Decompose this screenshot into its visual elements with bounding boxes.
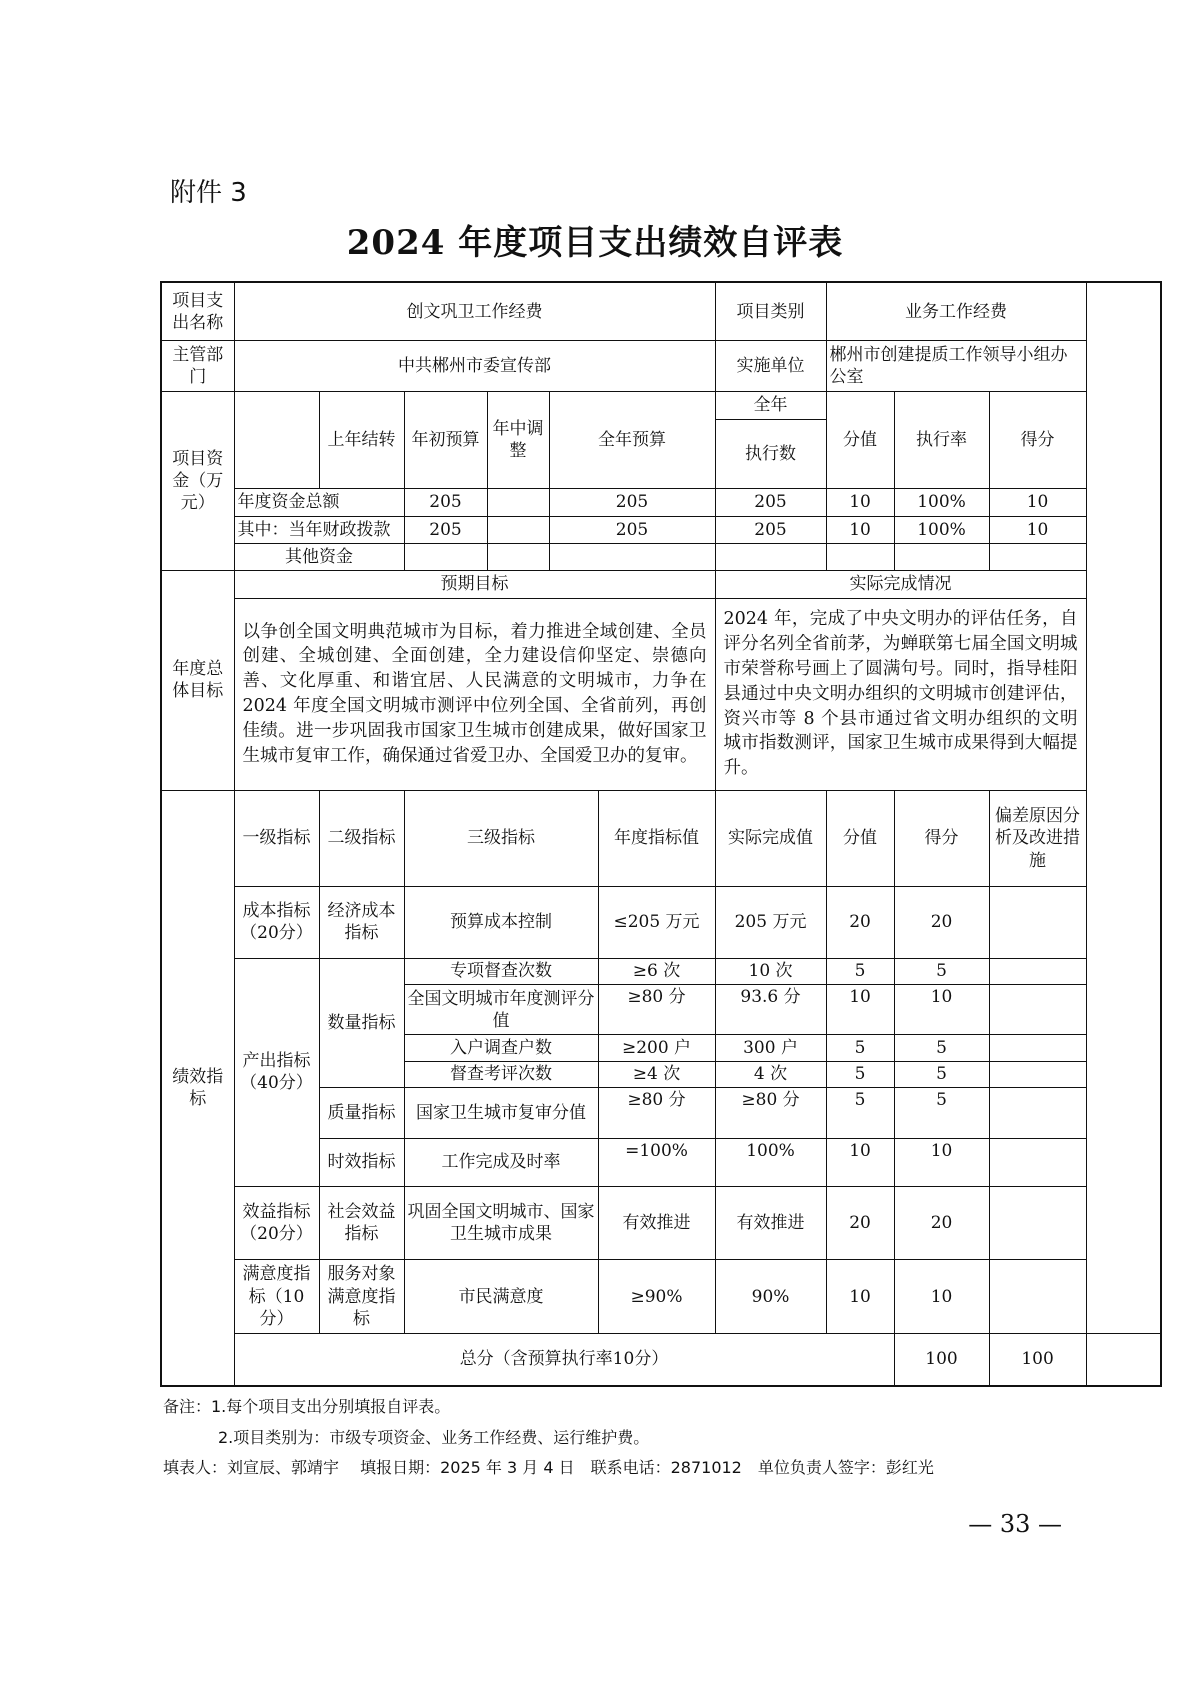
funds-header-carry: 上年结转: [319, 391, 404, 489]
expected-goal-header: 预期目标: [234, 571, 715, 598]
attachment-label: 附件 3: [170, 178, 247, 208]
funds-row: 其他资金: [161, 543, 1161, 570]
funds-header-full-budget: 全年预算: [549, 391, 715, 489]
perf-row-quantity: 督查考评次数 ≥4 次 4 次 5 5: [161, 1061, 1161, 1087]
perf-row-quantity: 产出指标（40分） 数量指标 专项督查次数 ≥6 次 10 次 5 5: [161, 958, 1161, 984]
impl-unit-value: 郴州市创建提质工作领导小组办公室: [826, 341, 1086, 391]
expected-goal-text: 以争创全国文明典范城市为目标，着力推进全域创建、全员创建、全城创建、全面创建，全力建设信仰坚定、崇德向善、文化厚重、和谐宜居、人民满意的文明城市，力争在 2024 年度全国文明城市测评中位列全国、全省前列，再创佳绩。进一步巩固我市国家卫生城市创建成果，做好国家卫生城市复审工作，确保通过省爱卫办、全国爱卫办的复审。: [234, 598, 715, 790]
perf-section-label: 绩效指标: [161, 790, 234, 1386]
perf-row-cost: 成本指标（20分） 经济成本指标 预算成本控制 ≤205 万元 205 万元 20 20: [161, 887, 1161, 958]
funds-header-score: 得分: [989, 391, 1086, 489]
project-category-label: 项目类别: [715, 282, 826, 341]
actual-completion-header: 实际完成情况: [715, 571, 1086, 598]
page-number: — 33 —: [968, 1510, 1062, 1538]
goals-section-label: 年度总体目标: [161, 571, 234, 790]
total-score: 100: [989, 1333, 1086, 1386]
perf-header-score: 得分: [894, 790, 989, 887]
note-1: 备注：1.每个项目支出分别填报自评表。: [163, 1397, 451, 1416]
perf-row-benefit: 效益指标（20分） 社会效益指标 巩固全国文明城市、国家卫生城市成果 有效推进 有效推进 20 20: [161, 1186, 1161, 1260]
funds-header-score-value: 分值: [826, 391, 894, 489]
funds-header-exec-rate: 执行率: [894, 391, 989, 489]
footer-info: 填表人：刘宣辰、郭靖宇 填报日期：2025 年 3 月 4 日 联系电话：2871012 单位负责人签字：彭红光: [163, 1458, 934, 1477]
total-label: 总分（含预算执行率10分）: [234, 1333, 894, 1386]
perf-header-level3: 三级指标: [404, 790, 598, 887]
funds-header-initial: 年初预算: [404, 391, 487, 489]
perf-row-quantity: 全国文明城市年度测评分值 ≥80 分 93.6 分 10 10: [161, 985, 1161, 1035]
perf-row-quality: 质量指标 国家卫生城市复审分值 ≥80 分 ≥80 分 5 5: [161, 1088, 1161, 1138]
dept-label: 主管部门: [161, 341, 234, 391]
project-name-value: 创文巩卫工作经费: [234, 282, 715, 341]
funds-row: 其中：当年财政拨款 205 205 205 10 100% 10: [161, 516, 1161, 543]
actual-completion-text: 2024 年，完成了中央文明办的评估任务，自评分名列全省前茅，为蝉联第七届全国文明城市荣誉称号画上了圆满句号。同时，指导桂阳县通过中央文明办组织的文明城市创建评估，资兴市等 8 个县市通过省文明办组织的文明城市指数测评，国家卫生城市成果得到大幅提升。: [715, 598, 1086, 790]
perf-header-target: 年度指标值: [598, 790, 715, 887]
funds-header-exec-bottom: 执行数: [715, 420, 826, 489]
total-value: 100: [894, 1333, 989, 1386]
document-title: 2024 年度项目支出绩效自评表: [346, 223, 844, 263]
perf-row-quantity: 入户调查户数 ≥200 户 300 户 5 5: [161, 1035, 1161, 1061]
funds-header-mid-adjust: 年中调整: [487, 391, 549, 489]
output-level1-label: 产出指标（40分）: [234, 958, 319, 1186]
quantity-label: 数量指标: [319, 958, 404, 1087]
funds-section-label: 项目资金（万元）: [161, 391, 234, 571]
perf-header-actual: 实际完成值: [715, 790, 826, 887]
perf-header-level1: 一级指标: [234, 790, 319, 887]
self-evaluation-table: [160, 281, 1162, 1387]
impl-unit-label: 实施单位: [715, 341, 826, 391]
perf-row-timeliness: 时效指标 工作完成及时率 =100% 100% 10 10: [161, 1138, 1161, 1186]
project-category-value: 业务工作经费: [826, 282, 1086, 341]
dept-value: 中共郴州市委宣传部: [234, 341, 715, 391]
total-row: [161, 1333, 1161, 1386]
perf-header-value: 分值: [826, 790, 894, 887]
funds-row: 年度资金总额 205 205 205 10 100% 10: [161, 489, 1161, 516]
note-2: 2.项目类别为：市级专项资金、业务工作经费、运行维护费。: [218, 1428, 650, 1447]
perf-header-deviation: 偏差原因分析及改进措施: [989, 790, 1086, 887]
funds-header-exec-top: 全年: [715, 391, 826, 419]
perf-header-level2: 二级指标: [319, 790, 404, 887]
perf-row-satisfaction: 满意度指标（10分） 服务对象满意度指标 市民满意度 ≥90% 90% 10 10: [161, 1260, 1161, 1334]
project-name-label: 项目支出名称: [161, 282, 234, 341]
